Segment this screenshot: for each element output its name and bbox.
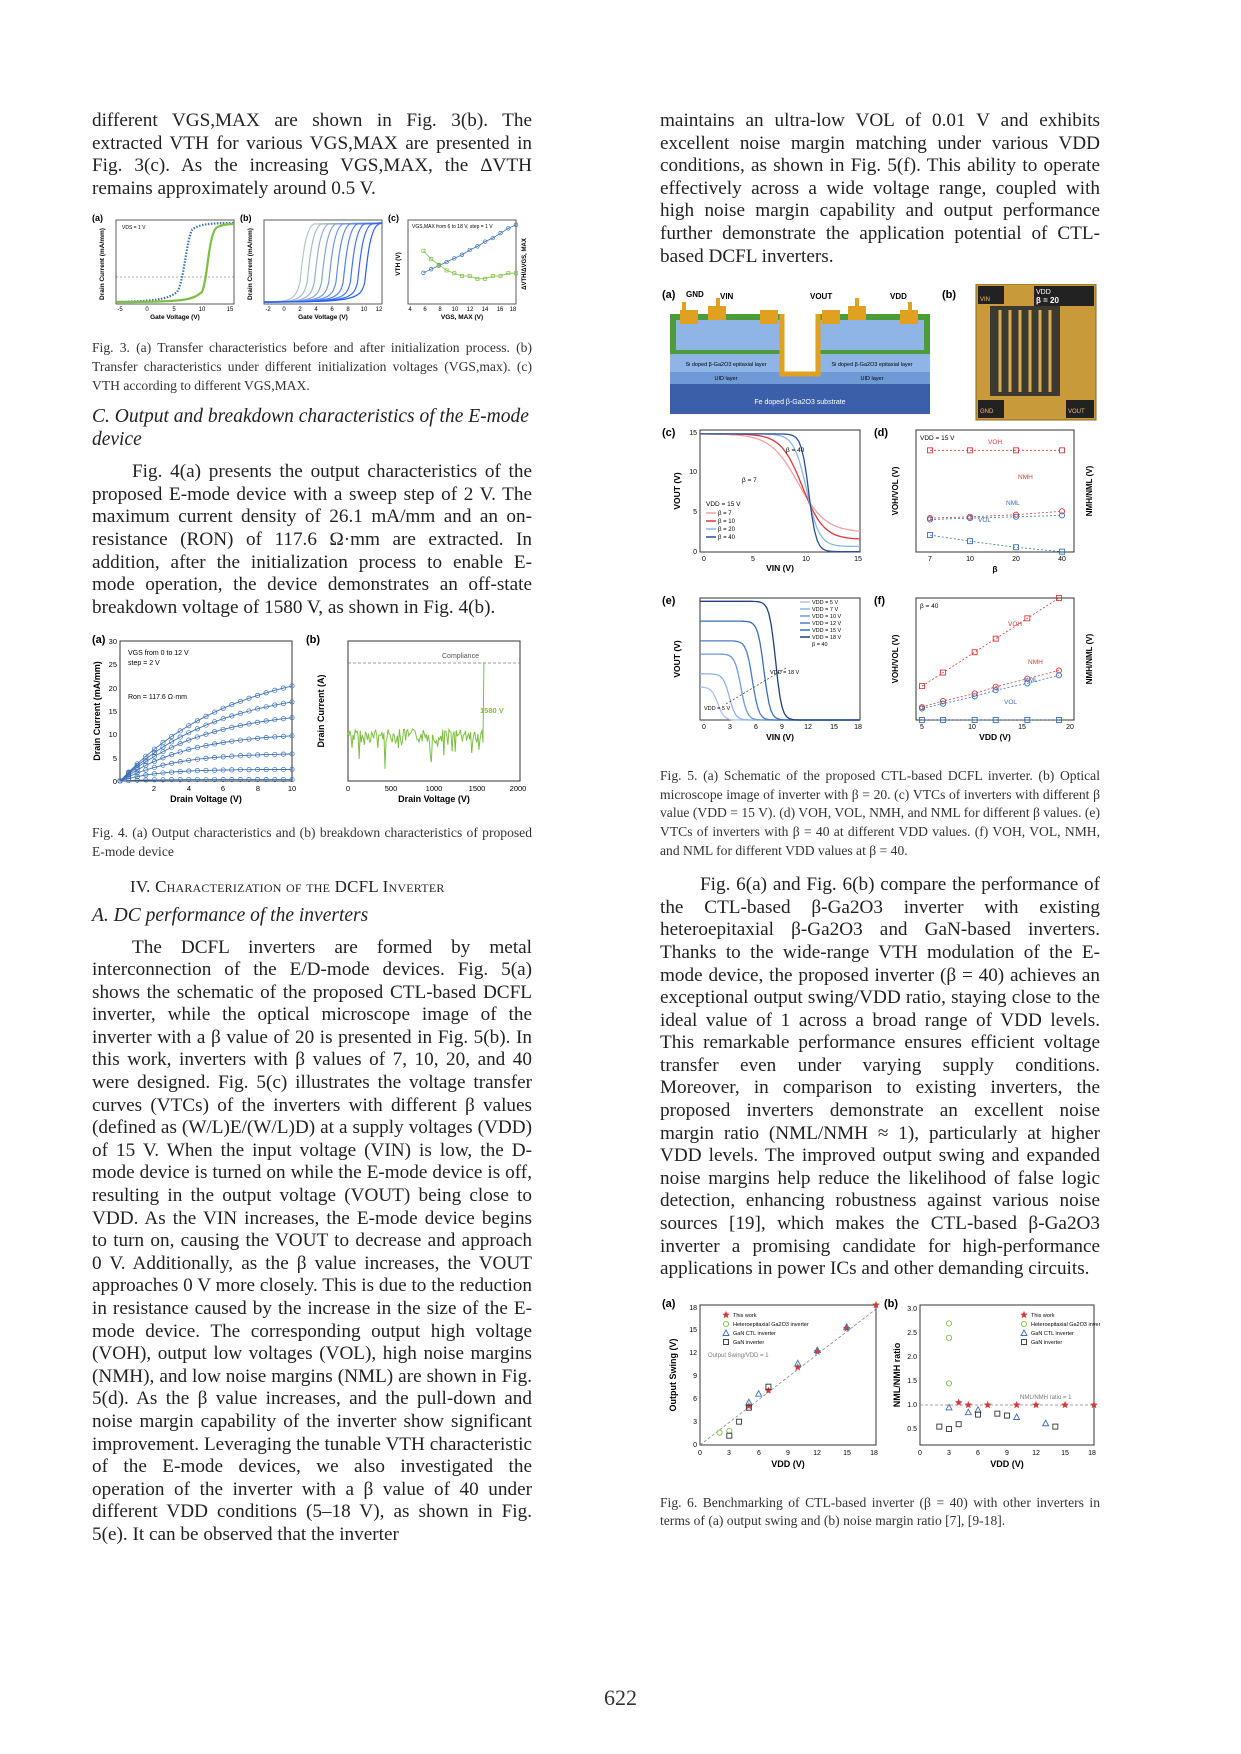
fig4b-xlabel: Drain Voltage (V) <box>398 794 470 805</box>
fig6a-label: (a) <box>662 1297 676 1310</box>
fig3c-panel <box>388 213 528 321</box>
fig5c-panel <box>662 427 862 573</box>
fig6a-xtick: 18 <box>870 1449 878 1457</box>
fig4a-ytick: 25 <box>108 660 117 670</box>
fig6b-gan-point <box>1005 1413 1010 1418</box>
fig5f-nml: NML <box>1024 677 1038 685</box>
fig5c-xlabel: VIN (V) <box>766 563 794 574</box>
fig6b-ytick: 2.5 <box>907 1329 917 1337</box>
fig4b-xtick: 0 <box>345 784 351 794</box>
figure-5 <box>660 284 1100 759</box>
fig3c-xtick: 16 <box>496 307 504 314</box>
fig5a-schematic <box>662 289 930 414</box>
fig4a-ytick: 30 <box>108 637 117 647</box>
fig4a-ylabel: Drain Current (mA/mm) <box>92 661 102 762</box>
fig6b-legend-entry: This work <box>1031 1312 1055 1319</box>
fig6b-heteroepitaxial-point <box>946 1321 951 1326</box>
fig6a-legend-marker <box>723 1321 728 1326</box>
figure-6-plots <box>660 1295 1100 1481</box>
fig6b-gan-point <box>1053 1424 1058 1429</box>
fig6a-ylabel: Output Swing (V) <box>668 1338 678 1412</box>
fig5b-pad-gnd: GND <box>980 409 994 416</box>
fig5f-point <box>993 636 998 641</box>
fig4a-xtick: 4 <box>186 784 192 794</box>
fig5f-series-line <box>922 598 1059 686</box>
fig4b-label: (b) <box>306 634 321 647</box>
fig6b-ytick: 3.0 <box>907 1305 917 1313</box>
fig4b-compliance: Compliance <box>442 653 479 661</box>
fig5a-vin: VIN <box>720 292 734 302</box>
fig5e-xtick: 0 <box>702 724 706 732</box>
fig5e-vtc-curve <box>700 687 860 720</box>
fig3a-xtick: -5 <box>117 307 123 314</box>
fig5c-legend-entry: β = 10 <box>718 519 735 526</box>
fig5f-voh: VOH <box>1008 621 1023 629</box>
fig5c-xtick: 10 <box>802 556 810 564</box>
fig6b-this-work-point <box>984 1401 992 1408</box>
fig6a-ideal: Output Swing/VDD = 1 <box>708 1352 769 1359</box>
section-iv-title <box>130 876 532 898</box>
fig5d-xtick: 7 <box>928 556 932 564</box>
fig6b-gan-ctl-point <box>965 1409 971 1415</box>
fig4a-xtick: 8 <box>255 784 261 794</box>
fig5f-xlabel: VDD (V) <box>979 732 1011 743</box>
fig3b-xtick: 8 <box>346 307 350 314</box>
fig5d-label: (d) <box>874 427 889 440</box>
fig5f-xtick: 5 <box>920 724 924 732</box>
fig5e-xtick: 3 <box>728 724 732 732</box>
paragraph-vth: different VGS,MAX are shown in Fig. 3(b). The extracted VTH for various VGS,MAX are presented in Fig. 3(c). As the increasing VGS,MAX, the ΔVTH remains approximately around 0.5 V. <box>92 110 532 199</box>
fig3b-xlabel: Gate Voltage (V) <box>298 314 348 322</box>
fig4-caption: Fig. 4. (a) Output characteristics and (b) breakdown characteristics of proposed E-mode device <box>92 825 532 859</box>
fig6a-ytick: 3 <box>693 1418 697 1426</box>
fig5f-xtick: 15 <box>1018 724 1026 732</box>
fig6a-panel <box>662 1298 880 1469</box>
fig6a-legend-entry: Heteroepitaxial Ga2O3 inverter <box>733 1321 809 1328</box>
fig6b-this-work-point <box>1061 1401 1069 1408</box>
fig4a-note2: step = 2 V <box>128 660 160 668</box>
fig6a-legend-entry: GaN inverter <box>733 1339 765 1346</box>
fig3c-label: (c) <box>388 213 399 224</box>
fig5f-series-line <box>922 675 1059 708</box>
fig6b-label: (b) <box>884 1297 899 1310</box>
fig5c-ann2: β = 7 <box>742 477 757 485</box>
fig6b-ytick: 2.0 <box>907 1353 917 1361</box>
fig5a-gnd: GND <box>686 290 704 300</box>
fig5c-legend-title: VDD = 15 V <box>706 501 741 509</box>
fig5c-vtc-curve <box>700 434 860 552</box>
fig6a-ytick: 18 <box>689 1304 697 1312</box>
fig3c-note: VGS,MAX from 6 to 18 V, step = 1 V <box>412 224 493 231</box>
fig4b-panel <box>306 634 526 804</box>
fig3b-curves <box>264 223 382 302</box>
fig5b-note2: β = 20 <box>1036 296 1059 306</box>
fig6b-xtick: 3 <box>947 1449 951 1457</box>
fig5f-nmh: NMH <box>1028 659 1043 667</box>
fig3b-xtick: 0 <box>282 307 286 314</box>
fig6a-heteroepitaxial-point <box>717 1430 722 1435</box>
fig6b-ytick: 1.5 <box>907 1377 917 1385</box>
fig6a-legend-entry: GaN CTL inverter <box>733 1330 776 1337</box>
fig6a-xtick: 12 <box>813 1449 821 1457</box>
fig6b-legend-marker <box>1022 1339 1027 1344</box>
fig3c-xtick: 10 <box>451 307 459 314</box>
fig3b-xtick: 10 <box>360 307 368 314</box>
fig3c-xlabel: VGS, MAX (V) <box>440 314 484 322</box>
fig6b-gan-point <box>956 1422 961 1427</box>
fig3b-ylabel: Drain Current (mA/mm) <box>247 228 254 301</box>
fig5e-ann2: VDD = 5 V <box>704 706 731 713</box>
fig5e-legend <box>800 600 842 648</box>
fig3c-xtick: 8 <box>438 307 442 314</box>
fig6a-legend-marker <box>723 1330 729 1336</box>
fig6b-legend-marker <box>1021 1321 1026 1326</box>
fig5c-legend-entry: β = 7 <box>718 511 732 518</box>
fig5d-xlabel: β <box>992 564 998 575</box>
fig6a-xtick: 9 <box>786 1449 790 1457</box>
fig6b-gan-ctl-point <box>975 1407 981 1413</box>
fig3b-xtick: 4 <box>314 307 318 314</box>
fig6b-ytick: 1.0 <box>907 1401 917 1409</box>
fig6a-ytick: 12 <box>689 1349 697 1357</box>
fig6b-this-work-point <box>965 1401 973 1408</box>
fig6a-gan-point <box>737 1419 742 1424</box>
page-number: 622 <box>604 1685 637 1710</box>
fig5e-legend-entry: β = 40 <box>812 642 828 649</box>
fig6a-legend-marker <box>724 1339 729 1344</box>
fig6b-gan-ctl-point <box>1014 1414 1020 1420</box>
fig3b-xtick: 12 <box>375 307 383 314</box>
fig5c-xtick: 0 <box>702 556 706 564</box>
fig5f-xtick: 10 <box>968 724 976 732</box>
fig5c-legend-entry: β = 40 <box>718 535 735 542</box>
fig3b-panel <box>240 213 383 321</box>
fig5c-xtick: 5 <box>751 556 755 564</box>
fig5e-ylabel: VOUT (V) <box>672 640 682 678</box>
fig6b-this-work-point <box>1032 1401 1040 1408</box>
fig6b-xlabel: VDD (V) <box>990 1458 1024 1469</box>
fig6b-gan-point <box>937 1424 942 1429</box>
fig5c-ytick: 10 <box>689 469 697 477</box>
fig5f-vol: VOL <box>1004 699 1018 707</box>
fig5c-ytick: 15 <box>689 430 697 438</box>
figure-4-plots <box>92 633 532 805</box>
fig5f-note: β = 40 <box>920 603 939 611</box>
fig5a-vdd: VDD <box>890 292 907 302</box>
fig5c-ytick: 0 <box>693 549 697 557</box>
fig5b-pad-vout: VOUT <box>1068 409 1085 416</box>
fig6a-legend-entry: This work <box>733 1312 757 1319</box>
fig5f-point <box>920 684 925 689</box>
fig3a-xtick: 5 <box>172 307 176 314</box>
fig5a-layer2-left: UID layer <box>714 376 738 383</box>
fig5c-ylabel: VOUT (V) <box>672 472 682 510</box>
fig6a-xlabel: VDD (V) <box>771 1458 805 1469</box>
fig4b-xtick: 1000 <box>425 784 443 794</box>
fig5e-xtick: 18 <box>854 724 862 732</box>
fig3c-xtick: 18 <box>509 307 517 314</box>
fig5e-xlabel: VIN (V) <box>766 732 794 743</box>
fig3c-xtick: 6 <box>423 307 427 314</box>
fig6b-gan-ctl-point <box>1043 1420 1049 1426</box>
fig5d-ylabel2: NMH/NML (V) <box>1085 465 1094 517</box>
fig5d-series-line <box>930 516 1062 520</box>
fig5d-panel <box>874 427 1094 574</box>
fig3a-panel <box>92 213 234 321</box>
fig3b-xtick: 2 <box>298 307 302 314</box>
fig4b-leakage-curve <box>348 663 484 769</box>
fig5d-ylabel: VOH/VOL (V) <box>891 466 900 516</box>
fig5-caption: Fig. 5. (a) Schematic of the proposed CTL-based DCFL inverter. (b) Optical microscope image of inverter with β = 20. (c) VTCs of inverters with different β value (VDD = 15 V). (d) VOH, VOL, NMH, and NML for different β values. (e) VTCs of inverters with β = 40 at different VDD values. (f) VOH, VOL, NMH, and NML for different VDD values at β = 40. <box>660 768 1100 858</box>
fig3b-xtick: 6 <box>330 307 334 314</box>
fig6a-ytick: 9 <box>693 1372 697 1380</box>
fig5d-point <box>1060 448 1065 453</box>
fig4a-ytick: 0 <box>112 777 117 787</box>
fig6b-legend-entry: GaN CTL inverter <box>1031 1330 1074 1337</box>
fig6a-xtick: 3 <box>727 1449 731 1457</box>
fig6b-xtick: 15 <box>1061 1449 1069 1457</box>
fig5e-legend-entry: VDD = 7 V <box>812 607 839 614</box>
fig6b-points <box>937 1321 1098 1432</box>
fig4a-ytick: 20 <box>108 684 117 694</box>
fig5e-panel <box>662 595 862 742</box>
fig6b-gan-point <box>995 1411 1000 1416</box>
fig5d-series-line <box>930 511 1062 518</box>
fig5d-xtick: 40 <box>1058 556 1066 564</box>
fig5d-nmh: NMH <box>1018 474 1033 482</box>
fig3a-ylabel: Drain Current (mA/mm) <box>99 228 106 301</box>
fig5a-vout: VOUT <box>810 292 833 302</box>
fig5c-ytick: 5 <box>693 509 697 517</box>
fig3c-ylabel: VTH (V) <box>395 252 402 277</box>
fig4a-ytick: 10 <box>108 730 117 740</box>
fig4a-note3: Ron = 117.6 Ω·mm <box>128 694 187 702</box>
fig6b-panel <box>884 1298 1100 1469</box>
fig3c-series <box>422 223 518 280</box>
fig4a-ytick: 15 <box>108 707 117 717</box>
fig3b-label: (b) <box>240 213 252 224</box>
fig5c-legend-entry: β = 20 <box>718 527 735 534</box>
fig5d-vol: VOL <box>978 517 992 525</box>
left-column <box>92 110 532 1547</box>
fig3a-label: (a) <box>92 213 103 224</box>
fig6b-ideal: NML/NMH ratio = 1 <box>1020 1394 1072 1401</box>
fig5d-xtick: 20 <box>1012 556 1020 564</box>
fig5b-optical-image <box>942 284 1096 420</box>
fig5e-xtick: 15 <box>830 724 838 732</box>
fig5e-xtick: 9 <box>780 724 784 732</box>
fig6b-ytick: 0.5 <box>907 1425 917 1433</box>
fig6b-this-work-point <box>1013 1401 1021 1408</box>
fig4a-xtick: 2 <box>151 784 157 794</box>
fig3a-note: VDS = 1 V <box>122 225 146 232</box>
fig6b-legend-marker <box>1021 1330 1027 1336</box>
fig5d-series <box>927 448 1064 554</box>
fig5e-label: (e) <box>662 595 676 608</box>
fig5e-xtick: 6 <box>754 724 758 732</box>
paragraph-vol: maintains an ultra-low VOL of 0.01 V and exhibits excellent noise margin matching under various VDD conditions, as shown in Fig. 5(f). This ability to operate effectively across a wide voltage range, coupled with high noise margin capability and output performance further demonstrate the application potential of CTL-based DCFL inverters. <box>660 110 1100 267</box>
fig3a-xtick: 0 <box>145 307 149 314</box>
fig5a-label: (a) <box>662 289 676 302</box>
fig6b-xtick: 9 <box>1005 1449 1009 1457</box>
fig5c-ann1: β = 40 <box>786 447 805 455</box>
fig5f-ylabel2: NMH/NML (V) <box>1085 633 1094 685</box>
fig6b-legend-marker <box>1020 1311 1028 1318</box>
fig5a-layer1-right: Si doped β-Ga2O3 epitaxial layer <box>831 362 913 369</box>
fig5a-substrate: Fe doped β-Ga2O3 substrate <box>754 399 846 407</box>
fig6b-xtick: 12 <box>1032 1449 1040 1457</box>
fig4a-xtick: 10 <box>287 784 297 794</box>
fig5f-xtick: 20 <box>1066 724 1074 732</box>
fig4a-note1: VGS from 0 to 12 V <box>128 650 189 658</box>
paragraph-output: Fig. 4(a) presents the output characteristics of the proposed E-mode device with a sweep step of 2 V. The maximum current density of 26.1 mA/mm and an on-resistance (RON) of 117.6 Ω·mm are extracted. In addition, after the initialization process to enable E-mode operation, the device demonstrates an off-state breakdown voltage of 1580 V, as shown in Fig. 4(b). <box>92 461 532 618</box>
section-a-title: A. DC performance of the inverters <box>92 904 369 926</box>
right-column <box>660 110 1100 1531</box>
fig3b-transfer-curve <box>264 223 382 302</box>
fig5e-legend-entry: VDD = 15 V <box>812 628 842 635</box>
fig3c-xtick: 4 <box>408 307 412 314</box>
fig6a-xtick: 15 <box>843 1449 851 1457</box>
fig5e-xtick: 12 <box>804 724 812 732</box>
section-iv-text: Characterization of the DCFL Inverter <box>155 876 445 896</box>
fig6a-legend <box>722 1311 809 1346</box>
fig6b-legend-entry: Heteroepitaxial Ga2O3 inverter <box>1031 1321 1100 1328</box>
fig6b-legend-entry: GaN inverter <box>1031 1339 1063 1346</box>
fig5f-ylabel: VOH/VOL (V) <box>891 634 900 684</box>
fig5e-ann1: VDD = 18 V <box>770 670 800 677</box>
figure-5-plots <box>660 284 1100 754</box>
fig5c-curves <box>700 434 860 552</box>
fig3a-xtick: 10 <box>198 307 206 314</box>
fig3a-xtick: 15 <box>226 307 234 314</box>
fig5d-voh: VOH <box>988 439 1003 447</box>
fig3c-xtick: 14 <box>481 307 489 314</box>
fig5d-note: VDD = 15 V <box>920 435 955 443</box>
fig5b-note1: VDD <box>1036 289 1051 297</box>
fig4b-xtick: 1500 <box>468 784 486 794</box>
fig6b-heteroepitaxial-point <box>946 1335 951 1340</box>
fig4a-ytick: 5 <box>112 754 117 764</box>
fig3-caption: Fig. 3. (a) Transfer characteristics before and after initialization process. (b) Transfer characteristics under different initialization voltages (VGS,max). (c) VTH according to different VGS,MAX. <box>92 340 532 393</box>
section-iv-number: IV. <box>130 876 151 896</box>
fig6b-heteroepitaxial-point <box>946 1381 951 1386</box>
fig6a-xtick: 6 <box>757 1449 761 1457</box>
fig5e-legend-entry: VDD = 18 V <box>812 635 842 642</box>
fig5a-layer1-left: Si doped β-Ga2O3 epitaxial layer <box>685 362 767 369</box>
fig6b-gan-point <box>976 1412 981 1417</box>
fig4a-xlabel: Drain Voltage (V) <box>170 794 242 805</box>
fig6a-legend-marker <box>722 1311 730 1318</box>
fig4b-xtick: 2000 <box>509 784 527 794</box>
fig5f-panel <box>874 595 1094 742</box>
fig6b-xtick: 18 <box>1088 1449 1096 1457</box>
fig6b-gan-point <box>947 1426 952 1431</box>
fig4b-ylabel: Drain Current (A) <box>316 674 326 748</box>
fig6b-xtick: 0 <box>918 1449 922 1457</box>
fig4b-curve <box>348 663 484 769</box>
fig5c-legend <box>706 511 736 541</box>
fig6a-ytick: 15 <box>689 1326 697 1334</box>
fig5f-label: (f) <box>874 595 885 608</box>
fig5c-label: (c) <box>662 427 676 440</box>
fig5a-layer2-right: UID layer <box>860 376 884 383</box>
section-c-title: C. Output and breakdown characteristics of the E-mode device <box>92 406 529 451</box>
figure-3-plots <box>92 212 532 324</box>
fig3a-xlabel: Gate Voltage (V) <box>150 314 200 322</box>
fig6b-ylabel: NML/NMH ratio <box>892 1342 902 1408</box>
fig5b-pad-vin: VIN <box>980 297 991 304</box>
fig3b-xtick: -2 <box>265 307 271 314</box>
fig5f-point <box>972 650 977 655</box>
fig5b-label: (b) <box>942 289 957 302</box>
figure-4 <box>92 633 532 810</box>
figure-3 <box>92 212 532 329</box>
fig5d-xtick: 10 <box>966 556 974 564</box>
fig4b-bv: 1580 V <box>480 706 504 716</box>
fig3c-ylabel2: ΔVTH/ΔVGS, MAX <box>522 238 528 291</box>
fig6-caption: Fig. 6. Benchmarking of CTL-based inverter (β = 40) with other inverters in terms of (a) output swing and (b) noise margin ratio [7], [9-18]. <box>660 1494 1100 1529</box>
fig4a-panel <box>92 634 296 804</box>
fig4a-label: (a) <box>92 634 106 647</box>
fig5d-nml: NML <box>1006 500 1020 508</box>
fig5e-legend-entry: VDD = 10 V <box>812 614 842 621</box>
fig3c-xtick: 12 <box>466 307 474 314</box>
fig4a-xtick: 6 <box>220 784 226 794</box>
figure-6 <box>660 1295 1100 1486</box>
fig4b-xtick: 500 <box>384 784 398 794</box>
fig5d-series-line <box>930 535 1062 552</box>
fig6a-gan-ctl-point <box>756 1390 762 1396</box>
fig5c-xtick: 15 <box>854 556 862 564</box>
fig6a-ytick: 6 <box>693 1395 697 1403</box>
fig6b-legend <box>1020 1311 1100 1346</box>
fig6a-ytick: 0 <box>693 1441 697 1449</box>
fig6b-xtick: 6 <box>976 1449 980 1457</box>
paragraph-benchmark: Fig. 6(a) and Fig. 6(b) compare the performance of the CTL-based β-Ga2O3 inverter with existing heteroepitaxial β-Ga2O3 and GaN-based inverters. Thanks to the wide-range VTH modulation of the E-mode device, the proposed inverter (β = 40) achieves an exceptional output swing/VDD ratio, staying close to the ideal value of 1 across a broad range of VDD levels. This remarkable performance ensures efficient voltage transfer even under varying supply conditions. Moreover, in comparison to existing inverters, the proposed inverters demonstrate an excellent noise margin ratio (NML/NMH ≈ 1), particularly at higher VDD levels. The improved output swing and expanded noise margins help reduce the likelihood of false logic detection, enhancing robustness against various noise sources [19], which makes the CTL-based β-Ga2O3 inverter a promising candidate for high-performance applications in power ICs and other demanding circuits. <box>660 874 1100 1280</box>
fig5e-legend-entry: VDD = 12 V <box>812 621 842 628</box>
fig6a-xtick: 0 <box>698 1449 702 1457</box>
paragraph-dcfl: The DCFL inverters are formed by metal interconnection of the E/D-mode devices. Fig. 5(a) shows the schematic of the proposed CTL-based DCFL inverter, while the optical microscope image of the inverter with a β value of 20 is presented in Fig. 5(b). In this work, inverters with β values of 7, 10, 20, and 40 were designed. Fig. 5(c) illustrates the voltage transfer curves (VTCs) of the inverters with different β values (defined as (W/L)E/(W/L)D) at a supply voltages (VDD) of 15 V. When the input voltage (VIN) is low, the D-mode device is turned on while the E-mode device is off, resulting in the output voltage (VOUT) being close to VDD. As the VIN increases, the E-mode device begins to turn on, causing the VOUT to decrease and approach 0 V. Additionally, as the β value increases, the VOUT approaches 0 V more closely. This is due to the reduction in resistance caused by the increase in the size of the E-mode device. The corresponding output high voltage (VOH), output low voltages (VOL), high noise margins (NMH), and low noise margins (NML) are shown in Fig. 5(d). As the β value increases, and the pull-down and noise margin capability of the inverter show significant improvement. Leveraging the tunable VTH characteristic of the E-mode devices, we also investigated the operation of the inverter with a β value of 40 under different VDD conditions (5–18 V), as shown in Fig. 5(e). It can be observed that the inverter <box>92 936 532 1545</box>
fig5e-legend-entry: VDD = 5 V <box>812 600 839 607</box>
